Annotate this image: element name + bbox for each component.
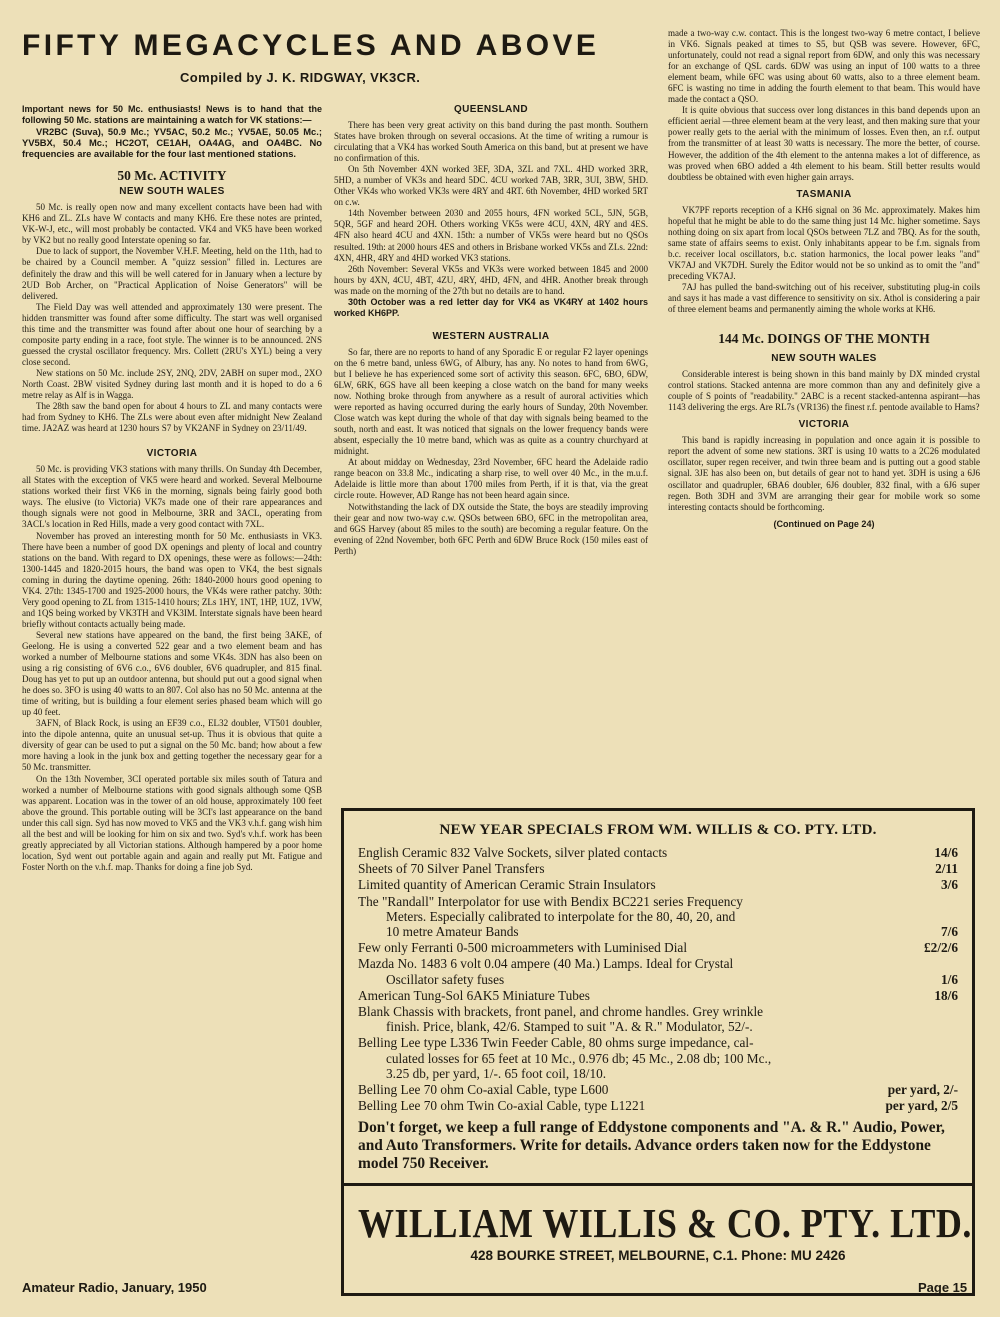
ad-item-price: 7/6 — [941, 924, 958, 940]
ad-item-desc: English Ceramic 832 Valve Sockets, silver plated contacts — [358, 845, 668, 860]
paragraph: Due to lack of support, the November V.H.F. Meeting, held on the 11th, had to be chaired by a Council member. A "quizz session" filled in. Lectures are definitely the draw and this will be well catered for in January when a lecture by 2UD Bob Archer, on "Practical Application of Noise Generators" will be delivered. — [22, 246, 322, 301]
ad-item-price: 2/11 — [935, 861, 958, 877]
paragraph: At about midday on Wednesday, 23rd November, 6FC heard the Adelaide radio range beacon on 33.8 Mc., indicating a sharp rise, to well over 40 Mc., in the m.u.f. Adelaide is little more than about 1700 miles from Perth, if it is that, via the great circle route. However, AD Range has not been heard again since. — [334, 457, 648, 501]
column-2 — [334, 104, 648, 794]
callsign-list: VR2BC (Suva), 50.9 Mc.; YV5AC, 50.2 Mc.; YV5AE, 50.05 Mc.; YV5BX, 50.4 Mc.; HC2OT, CE1AH, OA4AG, and OA4BC. No frequencies are available for the four last mentioned stations. — [22, 126, 322, 160]
ad-item-desc: Sheets of 70 Silver Panel Transfers — [358, 861, 545, 877]
ad-item — [358, 1082, 958, 1097]
subheading-queensland: QUEENSLAND — [453, 104, 528, 115]
paragraph: It is quite obvious that success over long distances in this band depends upon an efficient aerial —three element beam at the very least, and then making sure that your power really gets to the aerial with the minimum of losses. Even then, an r.f. output from the transmitter of at least 30 watts is necessary. The more the better, of course. However, the addition of the 4th element to the antenna makes a lot of difference, as was proved when 6BO added a 4th element to his beam. Still better results would doubtless be obtained with even higher gain arrays. — [668, 105, 980, 182]
paragraph: 26th November: Several VK5s and VK3s were worked between 1845 and 2000 hours by 4XN, 4CU, 4BT, 4ZU, 4RY, 4HD, 4FN, and 4HR. Another break through was made on the morning of the 27th but no details are to hand. — [334, 263, 648, 296]
footer-publication: Amateur Radio, January, 1950 — [22, 1280, 207, 1295]
ad-item — [358, 940, 958, 955]
ad-title: NEW YEAR SPECIALS FROM WM. WILLIS & CO. PTY. LTD. — [439, 821, 877, 838]
byline: Compiled by J. K. RIDGWAY, VK3CR. — [180, 70, 421, 85]
ad-item-price: per yard, 2/- — [887, 1082, 958, 1098]
ad-item-desc: Belling Lee 70 ohm Twin Co-axial Cable, type L1221 — [358, 1098, 646, 1114]
ad-item — [358, 988, 958, 1003]
paragraph: Notwithstanding the lack of DX outside the State, the boys are steadily improving their gear and now two-way c.w. QSOs between 6BO, 6FC in the metropolitan area, and 6GS Harvey (about 85 miles to the south) are becoming a regular feature. On the evening of 22nd November, both 6FC Perth and 6DW Bruce Rock (150 miles east of Perth) — [334, 501, 648, 556]
ad-company-name: WILLIAM WILLIS & CO. PTY. LTD. — [358, 1200, 972, 1247]
ad-item-price: £2/2/6 — [924, 940, 958, 956]
ad-item — [358, 1035, 958, 1081]
subheading-victoria-144: VICTORIA — [798, 419, 850, 431]
paragraph: 14th November between 2030 and 2055 hours, 4FN worked 5CL, 5JN, 5GB, 5QR, 5GF and heard 2OH. Others working VK5s were 4CU, 4XN, 4RY and 4ES. 4FN also heard 4CU and 4XN. 15th: a number of VK5s were heard but no QSOs resulted. 19th: at 2000 hours 4ES and others in Brisbane worked VK5s and ZLs. 22nd: 4XN, 4HR, 4RY and 4HD worked VK3 stations. — [334, 208, 648, 263]
paragraph: 50 Mc. is really open now and many excellent contacts have been had with KH6 and ZL. ZLs have W contacts and many KH6. Ere these notes are printed, VK-W-J, etc., will most probably be contacted. VK4 and VK5 have been worked by VK2 but no really good Interstate opening so far. — [22, 202, 322, 246]
column-1 — [22, 104, 322, 1254]
paragraph: The Field Day was well attended and approximately 130 were present. The hidden transmitter was found after some difficulty. The start was well organised this time and the transmitter was found after about one hour of searching by a composite party ending in a race, foot style. The winner is to be announced. 2NS guessed the crystal oscillator frequency. Mrs. Collett (2RU's XYL) being a very close second. — [22, 301, 322, 367]
paragraph: On the 13th November, 3CI operated portable six miles south of Tatura and worked a number of Melbourne stations with good signals although some QSB was apparent. Location was in the tower of an old house, approximately 100 feet above the ground. This portable outing will be 3CI's last appearance on the band under this call sign. Syd has now moved to VK5 and the VK3 v.h.f. gang wish him all the best and will be looking for him on six and two. Syd's v.h.f. work has been greatly appreciated by all Victorian stations. Although hampered by a poor home location, Syd went out portable again and again and really put Mt. Fatigue and Foster North on the v.h.f. map. Thanks for doing a fine job Syd. — [22, 773, 322, 872]
section-heading-144mc: 144 Mc. DOINGS OF THE MONTH — [718, 331, 930, 347]
ad-item — [358, 956, 958, 986]
footer-page-number: Page 15 — [918, 1280, 968, 1295]
subheading-nsw: NEW SOUTH WALES — [119, 186, 225, 198]
paragraph: This band is rapidly increasing in population and once again it is possible to report the advent of some new stations. 3RT is using 10 watts to a 2C26 modulated oscillator, super regen receiver, and twin three beam and is putting out a good stable signal. 3JE has also been on, but details of gear not to hand yet. 3DH is using a 6J6 oscillator and quadrupler, 6BA6 doubler, 6J6 doubler, 832 final, with a 6J6 super regen. Both 3DH and 3VM are arranging their gear for mobile work so some interesting contacts should be forthcoming. — [668, 435, 980, 512]
ad-item-desc: The "Randall" Interpolator for use with Bendix BC221 series Frequency — [358, 893, 743, 909]
page-title: FIFTY MEGACYCLES AND ABOVE — [22, 29, 600, 62]
subheading-western-australia: WESTERN AUSTRALIA — [432, 330, 550, 342]
lead-paragraph: Important news for 50 Mc. enthusiasts! News is to hand that the following 50 Mc. stations are maintaining a watch for VK stations:— — [22, 104, 322, 126]
ad-item-desc-cont: finish. Price, blank, 42/6. Stamped to suit "A. & R." Modulator, 52/-. — [386, 1019, 753, 1035]
ad-item-desc: Blank Chassis with brackets, front panel, and chrome handles. Grey wrinkle — [358, 1004, 764, 1020]
ad-item-desc-cont: culated losses for 65 feet at 10 Mc., 0.976 db; 45 Mc., 2.08 db; 100 Mc., — [386, 1050, 772, 1066]
ad-item-desc: Mazda No. 1483 6 volt 0.04 ampere (40 Ma.) Lamps. Ideal for Crystal — [358, 956, 734, 972]
ad-item — [358, 1098, 958, 1113]
advertisement-box — [341, 808, 975, 1296]
paragraph: The 28th saw the band open for about 4 hours to ZL and many contacts were had from Sydney to KH6. The ZLs were about even after midnight New Zealand time. JA2AZ was heard at 1230 hours S7 by VK2ANF in Sydney on 23/11/49. — [22, 401, 322, 434]
subheading-tasmania: TASMANIA — [796, 188, 852, 200]
paragraph: 50 Mc. is providing VK3 stations with many thrills. On Sunday 4th December, all States with the exception of VK5 were heard and worked. Several Melbourne stations worked their first VK6 in the morning, signals being fairly good both ways. The elusive (to Victoria) VK7s made one of their rare appearances and though signals were not good in Melbourne, 3RR and 3ACL, operating from 3ACL's location in Red Hills, made a very good contact with 7XL. — [22, 464, 322, 530]
ad-item-desc-cont: Oscillator safety fuses — [386, 971, 505, 987]
ad-item-desc: Belling Lee type L336 Twin Feeder Cable, 80 ohms surge impedance, cal- — [358, 1035, 754, 1051]
ad-item-desc: Limited quantity of American Ceramic Strain Insulators — [358, 877, 656, 893]
paragraph: VK7PF reports reception of a KH6 signal on 36 Mc. approximately. Makes him hopeful that he might be able to do the same thing just 14 Mc. higher sometime. Says nothing doing on six apart from local QSOs between 7LZ and 7BQ. As for the south, same state of affairs seems to exist. Only inhabitants appear to be f.m. signals from b.c. receiver local oscillators, b.c. station harmonics, the local power leaks "and" VK7AJ and VK7DH. Surely the Editor would not be so unkind as to omit the "and" preceding VK7AJ. — [668, 204, 980, 281]
highlight-paragraph: 30th October was a red letter day for VK4 as VK4RY at 1402 hours worked KH6PP. — [334, 296, 648, 318]
ad-item — [358, 861, 958, 876]
column-3 — [668, 28, 980, 788]
paragraph: November has proved an interesting month for 50 Mc. enthusiasts in VK3. There have been a number of good DX openings and plenty of local and country stations on the band. With regard to DX openings, these were as follows:—24th: 1300-1445 and 1820-2015 hours, the band was open to VK4, the best signals coming in during the daytime opening. 26th: 1840-2000 hours good opening to VK4. 27th: 1345-1700 and 1925-2000 hours, the VK4s were rather patchy. 30th: Very good opening to ZL from 1315-1410 hours; ZLs 1HY, 1NT, 1HP, 1UZ, 1VW, and 1QS being worked by VK3TH and VK3IM. Interstate signals have been heard briefly without contacts actually being made. — [22, 530, 322, 629]
paragraph: On 5th November 4XN worked 3EF, 3DA, 3ZL and 7XL. 4HD worked 3RR, 5HD, a number of VK3s and heard 5DC. 4CU worked 7AB, 3RR, 3UI, 3BW, 5HD. Other VK4s who worked VK3s were 4RY and 4RT. 6th November, 4HD worked 5RT on c.w. — [334, 164, 648, 208]
paragraph: Considerable interest is being shown in this band mainly by DX minded crystal control stations. Stacked antenna are more common than any and definitely give a couple of S points of "readability." 2ABC is a recent stacked-antenna aspirant—has 1143 delivering the ergs. Are RL7s (VR136) the finest r.f. pentode available to Hams? — [668, 369, 980, 413]
subheading-victoria: VICTORIA — [146, 448, 198, 460]
paragraph: 7AJ has pulled the band-switching out of his receiver, substituting plug-in coils and says it has made a vast difference to sensitivity on six. Athol is considering a pair of three element beams and permanently aiming the whole works at KH6. — [668, 281, 980, 315]
continued-note: (Continued on Page 24) — [773, 518, 875, 529]
ad-item — [358, 894, 958, 940]
paragraph: So far, there are no reports to hand of any Sporadic E or regular F2 layer openings on the 6 metre band, unless 6WG, of Albury, has any. No notes to hand from 6WG, but I believe he has experienced some sort of activity this season. 6FC, 6BO, 6DW, 6LW, 6RK, 6GS have all been keeping a close watch on the band for many weeks now. Nothing broke through from anywhere as a result of auroral activities which were reported as having occurred during the early hours of Sunday, 20th November. Close watch was kept during the whole of that day with signals being beamed to the south, north and east. It was noticed that signals on the lower frequency bands were absent, especially the 10 metre band, which was as quite as a country churchyard at midnight. — [334, 346, 648, 457]
ad-item-desc: American Tung-Sol 6AK5 Miniature Tubes — [358, 987, 590, 1003]
ad-note: Don't forget, we keep a full range of Eddystone components and "A. & R." Audio, Power, and Auto Transformers. Write for details. Advance orders taken now for the Eddystone model 750 Receiver. — [358, 1119, 945, 1173]
section-heading-50mc: 50 Mc. ACTIVITY — [117, 168, 227, 184]
subheading-nsw-144: NEW SOUTH WALES — [771, 353, 877, 365]
paragraph: Several new stations have appeared on the band, the first being 3AKE, of Geelong. He is using a converted 522 gear and a two element beam and has worked a number of Melbourne stations and some VK4s. 3DN has also been on using a rig consisting of 6V6 c.o., 6V6 doubler, 6V6 quadrupler, and 815 final. Doug has yet to put up an outdoor antenna, but should put out a good signal when he does so. 3FO is using 40 watts to an 807. Col also has no 50 Mc. antenna at the time of writing, but is building a four element series phased beam which will go up 40 feet. — [22, 629, 322, 718]
ad-item-desc-cont: 10 metre Amateur Bands — [386, 924, 519, 940]
ad-item-price: 14/6 — [934, 845, 958, 860]
ad-item — [358, 1004, 958, 1034]
ad-item-price: 18/6 — [934, 987, 958, 1003]
ad-divider — [344, 1183, 972, 1186]
ad-item-price: 3/6 — [941, 877, 958, 893]
ad-item — [358, 845, 958, 860]
ad-item-price: 1/6 — [941, 971, 958, 987]
paragraph: There has been very great activity on this band during the past month. Southern States have broken through on several occasions. At the time of writing a rumour is circulating that a VK4 has worked South America on this band, but at present we have no confirmation of this. — [334, 120, 648, 164]
ad-item-desc-cont: Meters. Especially calibrated to interpolate for the 80, 40, 20, and — [386, 908, 736, 924]
paragraph: made a two-way c.w. contact. This is the longest two-way 6 metre contact, I believe in VK6. Signals peaked at times to S5, but QSB was severe. However, 6FC, unfortunately, could not read a signal report from 6DW, and only this was necessary for an exchange of QSL cards. 6DW was using an input of 100 watts to a three element beam, while 6FC was using about 60 watts, also to a three element beam. 6FC is wasting no time in adding the fourth element to that beam. This would have made the contact a QSO. — [668, 28, 980, 105]
paragraph: New stations on 50 Mc. include 2SY, 2NQ, 2DV, 2ABH on super mod., 2XO North Coast. 2BW visited Sydney during last month and it is hoped to do a 6 metre relay as Alf is in Wagga. — [22, 367, 322, 401]
paragraph: 3AFN, of Black Rock, is using an EF39 c.o., EL32 doubler, VT501 doubler, into the dipole antenna, quite an unusual set-up. Thus it is obvious that quite a diversity of gear can be used to put a signal on the 50 Mc. band; how about a few more having a look in the junk box and getting together the necessary gear for a 50 Mc. transmitter. — [22, 718, 322, 773]
ad-item-price: per yard, 2/5 — [885, 1098, 958, 1114]
ad-item — [358, 877, 958, 892]
ad-item-desc: Belling Lee 70 ohm Co-axial Cable, type L600 — [358, 1082, 609, 1098]
ad-item-desc-cont: 3.25 db, per yard, 1/-. 65 foot coil, 18/10. — [386, 1065, 607, 1081]
ad-address: 428 BOURKE STREET, MELBOURNE, C.1. Phone: MU 2426 — [470, 1248, 846, 1264]
ad-item-desc: Few only Ferranti 0-500 microammeters with Luminised Dial — [358, 940, 688, 956]
